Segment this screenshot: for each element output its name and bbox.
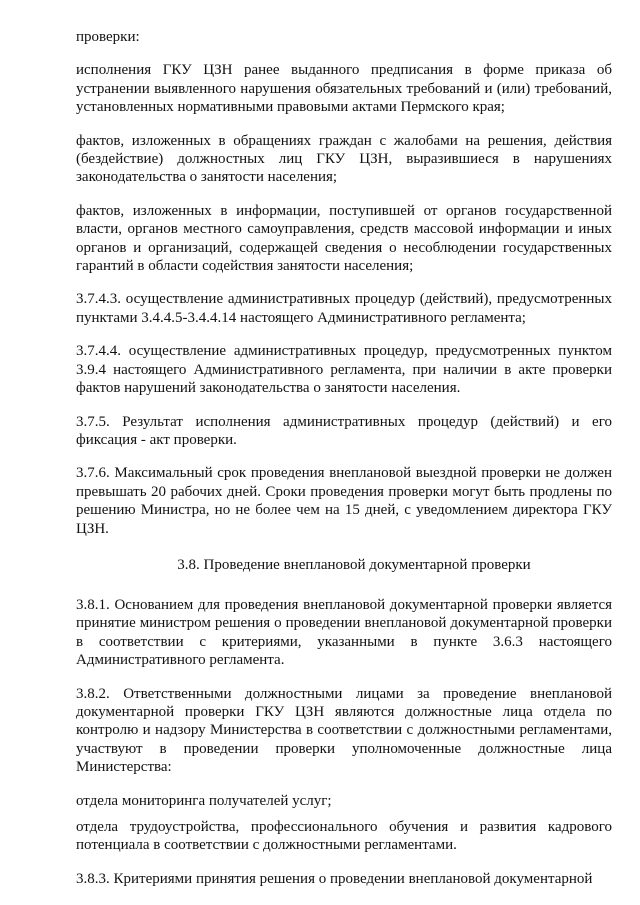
section-heading: 3.8. Проведение внеплановой документарной проверки — [177, 556, 531, 573]
paragraph-employment-department: отдела трудоустройства, профессионального обучения и развития кадрового потенциала в соответствии с должностными регламентами. — [76, 819, 612, 854]
paragraph-prescription: исполнения ГКУ ЦЗН ранее выданного предписания в форме приказа об устранении выявленного нарушения обязательных требований и (или) требований, установленных нормативными правовыми актами Пермского края; — [76, 62, 612, 116]
paragraph-3-8-3: 3.8.3. Критериями принятия решения о проведении внеплановой документарной — [76, 870, 593, 887]
paragraph-3-7-5: 3.7.5. Результат исполнения административных процедур (действий) и его фиксация - акт проверки. — [76, 413, 612, 448]
paragraph-3-8-2: 3.8.2. Ответственными должностными лицами за проведение внеплановой документарной проверки ГКУ ЦЗН являются должностные лица отдела по контролю и надзору Министерства в соответствии с должностными регламентами, участвуют в проведении проверки уполномоченные должностные лица Министерства: — [76, 685, 612, 776]
paragraph-3-7-6: 3.7.6. Максимальный срок проведения внеплановой выездной проверки не должен превышать 20 рабочих дней. Сроки проведения проверки могут быть продлены по решению Министра, но не более чем на 15 дней, с уведомлением директора ГКУ ЦЗН. — [76, 465, 612, 537]
paragraph-authority-information: фактов, изложенных в информации, поступившей от органов государственной власти, органов местного самоуправления, средств массовой информации и иных органов и организаций, содержащей сведения о несоблюдении государственных гарантий в области содействия занятости населения; — [76, 202, 612, 275]
paragraph-verification-lead: проверки: — [76, 29, 140, 45]
paragraph-monitoring-department: отдела мониторинга получателей услуг; — [76, 792, 332, 809]
paragraph-3-7-4-3: 3.7.4.3. осуществление административных процедур (действий), предусмотренных пунктами 3.4.4.5-3.4.4.14 настоящего Административного регламента; — [76, 291, 612, 326]
paragraph-3-7-4-4: 3.7.4.4. осуществление административных процедур, предусмотренных пунктом 3.9.4 настоящего Административного регламента, при наличии в акте проверки фактов нарушений законодательства о занятости населения. — [76, 343, 612, 397]
document-page — [76, 28, 612, 903]
paragraph-3-8-1: 3.8.1. Основанием для проведения внеплановой документарной проверки является принятие министром решения о проведении внеплановой документарной проверки в соответствии с критериями, указанными в пункте 3.6.3 настоящего Административного регламента. — [76, 596, 612, 669]
paragraph-citizen-complaints: фактов, изложенных в обращениях граждан с жалобами на решения, действия (бездействие) должностных лиц ГКУ ЦЗН, выразившиеся в нарушениях законодательства о занятости населения; — [76, 132, 612, 186]
